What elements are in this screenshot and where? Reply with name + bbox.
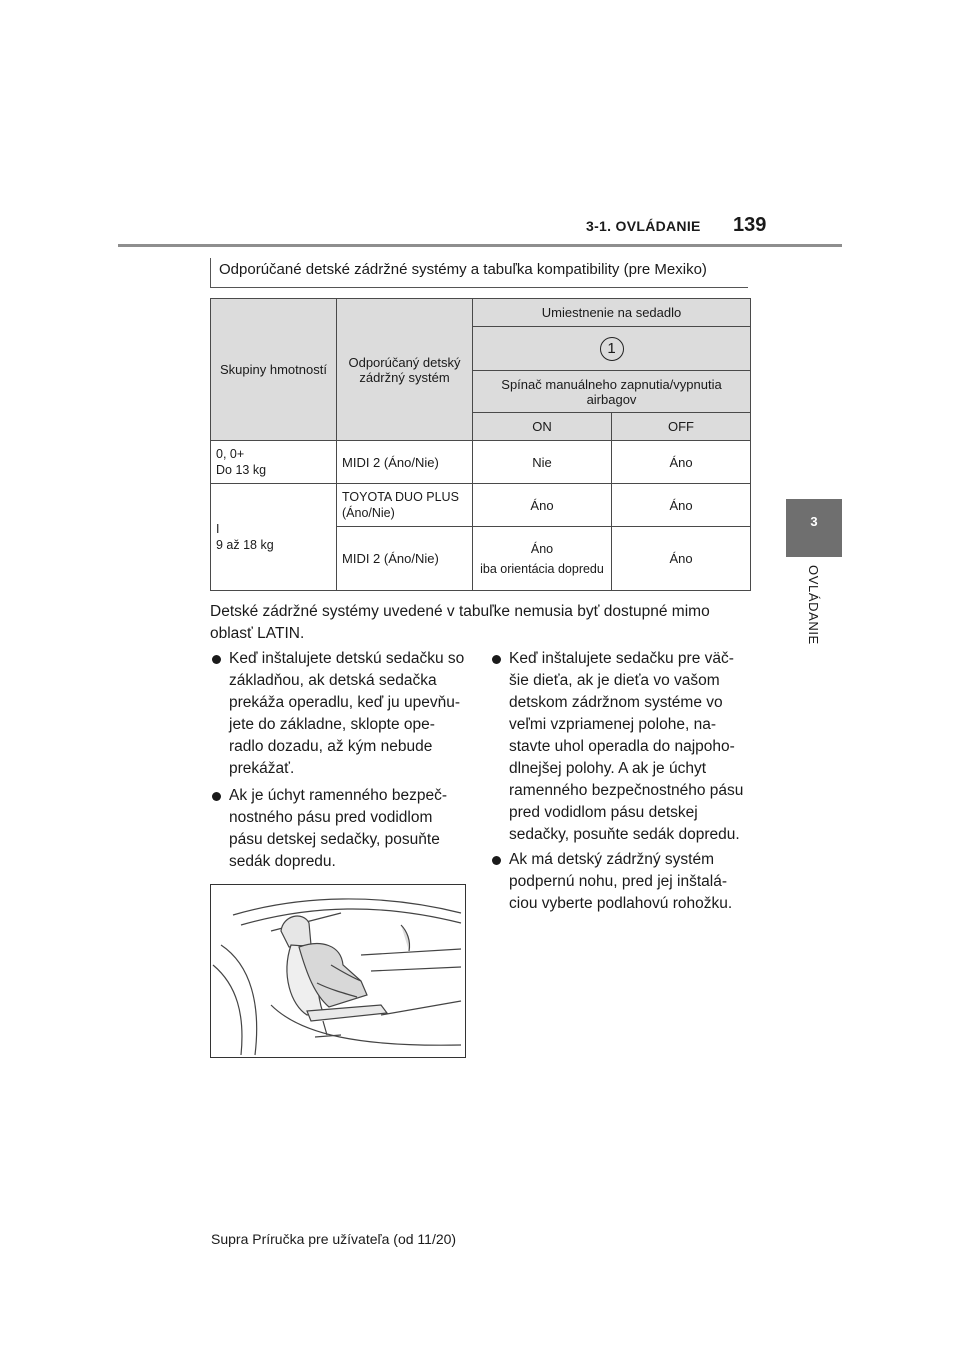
header-on: ON <box>473 413 612 441</box>
table-row <box>211 484 751 527</box>
chapter-label: OVLÁDANIE <box>806 565 821 645</box>
header-recommended-system: Odporúčaný detský zádržný systém <box>337 299 473 441</box>
bullet-item <box>229 785 469 873</box>
availability-note: Detské zádržné systémy uvedené v tabuľke nemusia byť dostupné mimo oblasť LATIN. <box>210 603 710 642</box>
section-label: 3-1. OVLÁDANIE <box>586 218 701 234</box>
bullet-icon <box>492 655 501 664</box>
seat-position-marker: 1 <box>600 337 624 361</box>
on-note: iba orientácia dopredu <box>480 561 604 576</box>
on-cell <box>473 527 612 591</box>
header-rule <box>118 244 842 247</box>
system-cell: MIDI 2 (Áno/Nie) <box>337 527 473 591</box>
system-cell: MIDI 2 (Áno/Nie) <box>337 441 473 484</box>
system-cell: TOYOTA DUO PLUS (Áno/Nie) <box>337 484 473 527</box>
bullet-item <box>509 648 749 846</box>
chapter-tab <box>786 499 842 557</box>
on-cell: Áno <box>473 484 612 527</box>
weight-group-cell <box>211 484 337 591</box>
child-seat-drawing <box>211 885 465 1057</box>
weight-group-name: I <box>216 522 220 536</box>
bullet-text: Keď inštalujete sedačku pre väč-šie dieťa, ak je dieťa vo vašom detskom zádržnom systéme vo veľmi vzpriamenej polohe, na-stavte uhol operadla do najpoho-dlnejšej polohy. A ak je úchyt ramenného bezpečnostného pásu pred vodidlom pásu detskej sedačky, posuňte sedák dopredu. <box>509 650 744 843</box>
weight-group-range: Do 13 kg <box>216 463 267 477</box>
header-off: OFF <box>612 413 751 441</box>
weight-group-name: 0, 0+ <box>216 447 245 461</box>
weight-group-cell <box>211 441 337 484</box>
compatibility-table <box>210 298 751 591</box>
header-airbag-switch: Spínač manuálneho zapnutia/vypnutia airbagov <box>473 371 751 413</box>
footer-text: Supra Príručka pre užívateľa (od 11/20) <box>211 1231 457 1247</box>
header-weight-groups: Skupiny hmotností <box>211 299 337 441</box>
on-cell: Nie <box>473 441 612 484</box>
off-cell: Áno <box>612 441 751 484</box>
bullet-text: Ak je úchyt ramenného bezpeč-nostného pásu pred vodidlom pásu detskej sedačky, posuňte sedák dopredu. <box>229 787 447 870</box>
chapter-number: 3 <box>810 514 818 529</box>
on-value: Áno <box>530 541 554 556</box>
page-number: 139 <box>733 214 767 236</box>
weight-group-range: 9 až 18 kg <box>216 538 274 552</box>
off-cell: Áno <box>612 527 751 591</box>
bullet-item <box>229 648 469 780</box>
seat-marker-cell <box>473 327 751 371</box>
bullet-text: Ak má detský zádržný systém podpernú nohu, pred jej inštalá-ciou vyberte podlahovú rohožku. <box>509 851 733 912</box>
bullet-icon <box>492 856 501 865</box>
bullet-icon <box>212 655 221 664</box>
off-cell: Áno <box>612 484 751 527</box>
table-caption: Odporúčané detské zádržné systémy a tabuľka kompatibility (pre Mexiko) <box>210 258 748 288</box>
table-row <box>211 441 751 484</box>
bullet-text: Keď inštalujete detskú sedačku so základňou, ak detská sedačka prekáža operadlu, keď ju upevňu-jete do základne, sklopte ope-radlo dozadu, až kým nebude prekážať. <box>229 650 465 777</box>
bullet-item <box>509 849 749 915</box>
header-seat-placement: Umiestnenie na sedadlo <box>473 299 751 327</box>
bullet-icon <box>212 792 221 801</box>
child-seat-illustration <box>210 884 466 1058</box>
